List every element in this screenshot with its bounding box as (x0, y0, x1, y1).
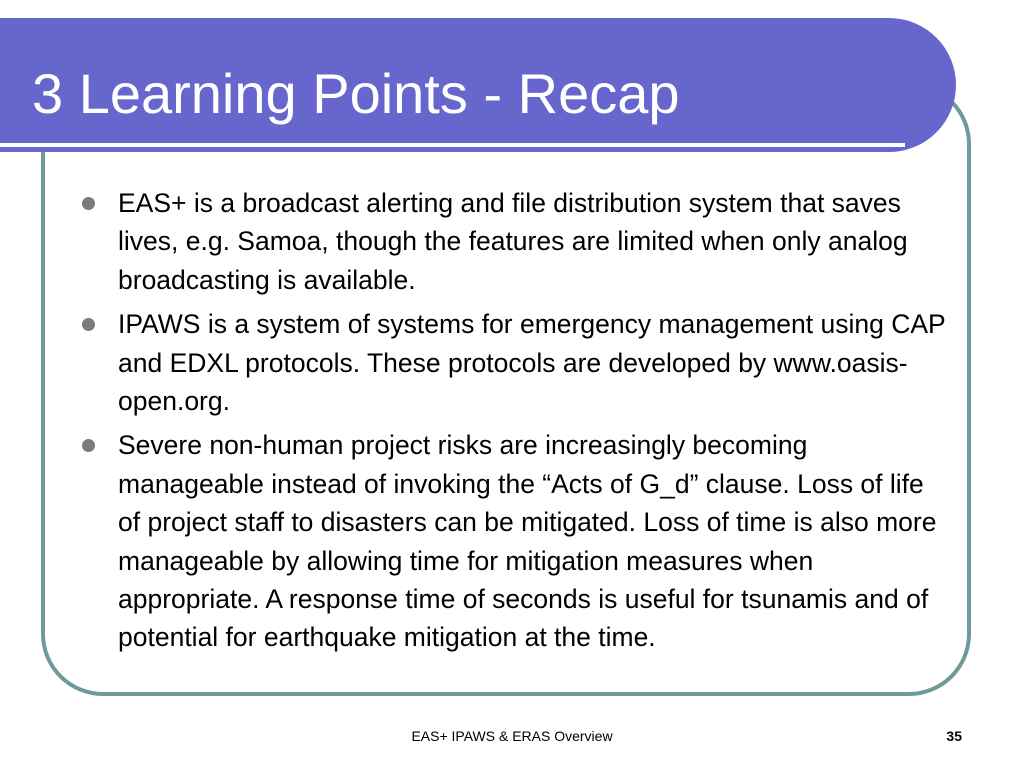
bullet-list (82, 184, 952, 663)
title-banner (0, 18, 956, 152)
title-underline (0, 143, 905, 147)
bullet-item (82, 184, 952, 299)
bullet-text: IPAWS is a system of systems for emergency management using CAP and EDXL protocols. These protocols are developed by www.oasis-open.org. (118, 309, 946, 417)
slide-title: 3 Learning Points - Recap (32, 62, 680, 125)
bullet-dot-icon (82, 318, 95, 331)
bullet-dot-icon (82, 197, 95, 210)
bullet-item (82, 305, 952, 420)
bullet-dot-icon (82, 439, 95, 452)
bullet-text: Severe non-human project risks are increasingly becoming manageable instead of invoking the “Acts of G_d” clause. Loss of life of project staff to disasters can be mitigated. Loss of time is also more manageable by allowing time for mitigation measures when appropriate. A response time of seconds is useful for tsunamis and of potential for earthquake mitigation at the time. (118, 430, 937, 653)
page-number: 35 (946, 728, 962, 744)
footer-text: EAS+ IPAWS & ERAS Overview (411, 728, 613, 744)
bullet-text: EAS+ is a broadcast alerting and file distribution system that saves lives, e.g. Samoa, though the features are limited when only analog broadcasting is available. (118, 188, 908, 295)
bullet-item (82, 426, 952, 656)
